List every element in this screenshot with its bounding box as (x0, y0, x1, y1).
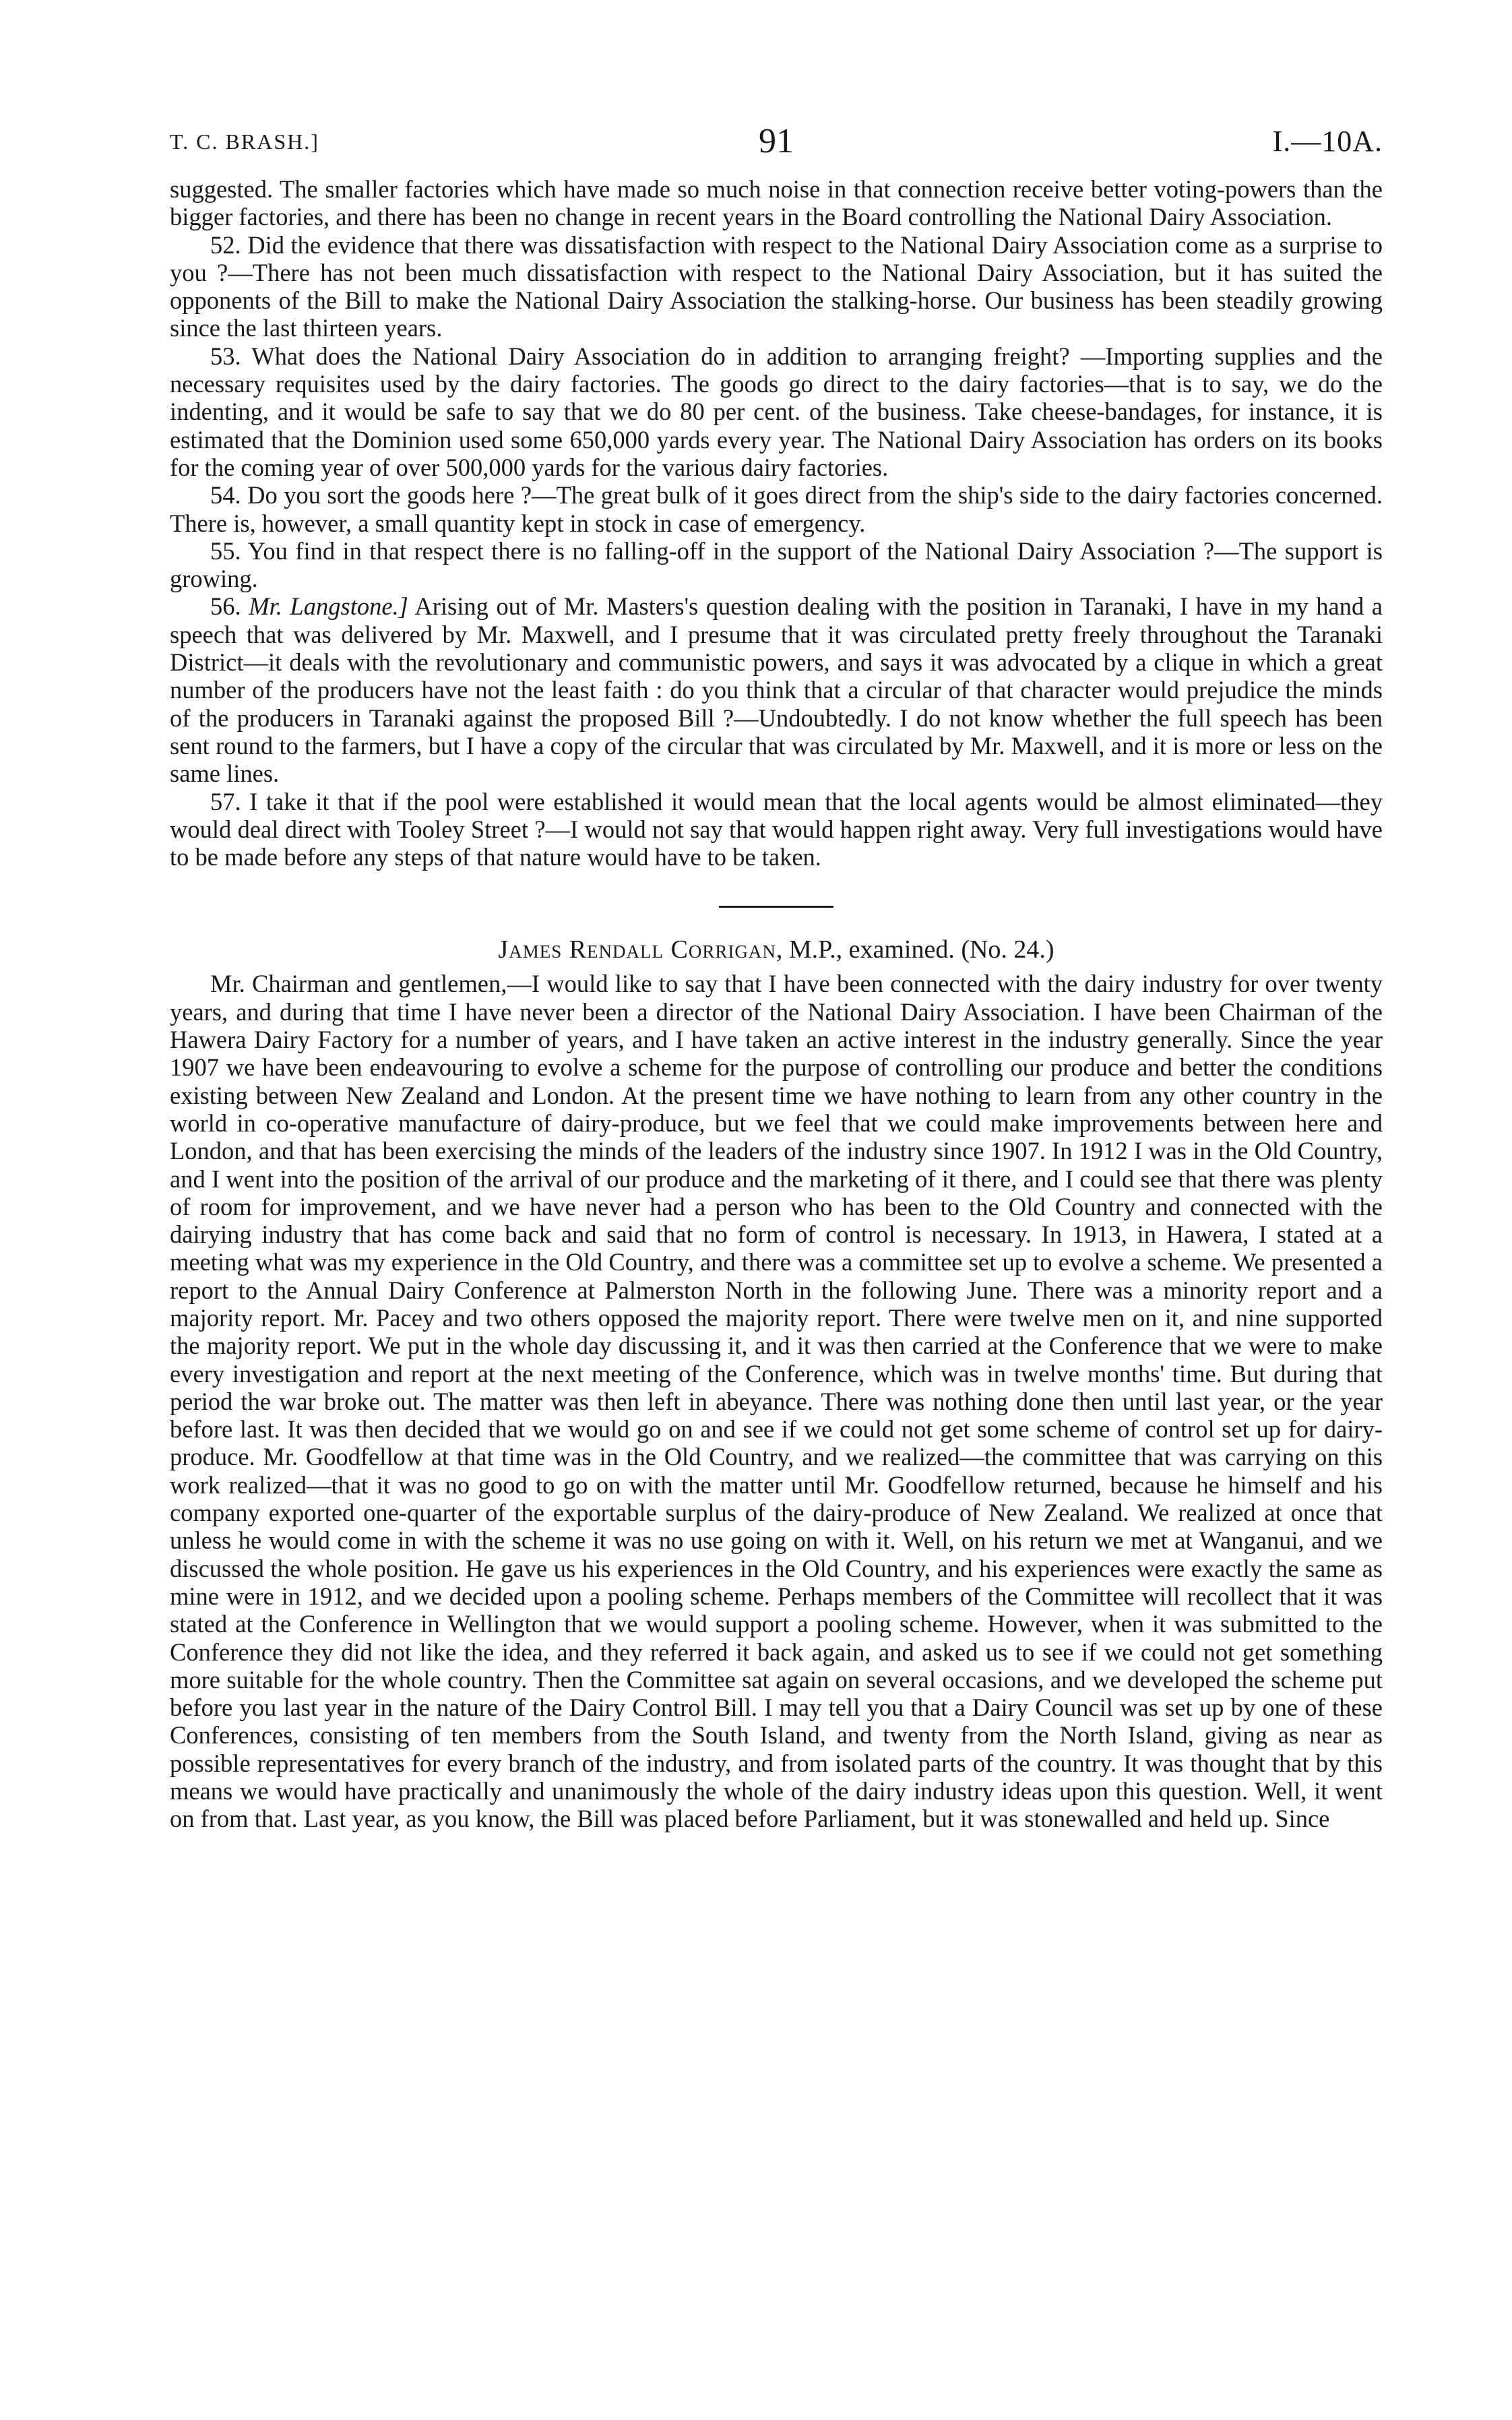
question-57: 57. I take it that if the pool were established it would mean that the local agents would be almost eliminated—they would deal direct with Tooley Street ?—I would not say that would happen right away. Very full investigations would have to be made before any steps of that nature would have to be taken. (170, 787, 1383, 871)
witness-statement: Mr. Chairman and gentlemen,—I would like to say that I have been connected with the dairy industry for over twenty years, and during that time I have never been a director of the National Dairy Association. I have been Chairman of the Hawera Dairy Factory for a number of years, and I have taken an active interest in the industry generally. Since the year 1907 we have been endeavouring to evolve a scheme for the purpose of controlling our produce and better the conditions existing between New Zealand and London. At the present time we have nothing to learn from any other country in the world in co-operative manufacture of dairy-produce, but we feel that we could make improvements between here and London, and that has been exercising the minds of the leaders of the industry since 1907. In 1912 I was in the Old Country, and I went into the position of the arrival of our produce and the marketing of it there, and I could see that there was plenty of room for improvement, and we have never had a person who has been to the Old Country and connected with the dairying industry that has come back and said that no form of control is necessary. In 1913, in Hawera, I stated at a meeting what was my experience in the Old Country, and there was a committee set up to evolve a scheme. We presented a report to the Annual Dairy Conference at Palmerston North in the following June. There was a minority report and a majority report. Mr. Pacey and two others opposed the majority report. There were twelve men on it, and nine supported the majority report. We put in the whole day discussing it, and it was then carried at the Conference that we were to make every investigation and report at the next meeting of the Conference, which was in twelve months' time. But during that period the war broke out. The matter was then left in abeyance. There was nothing done then until last year, or the year before last. It was then decided that we would go on and see if we could not get some scheme of control set up for dairy-produce. Mr. Goodfellow at that time was in the Old Country, and we realized—the committee that was carrying on this work realized—that it was no good to go on with the matter until Mr. Goodfellow returned, because he himself and his company exported one-quarter of the exportable surplus of the dairy-produce of New Zealand. We realized at once that unless he would come in with the scheme it was no use going on with it. Well, on his return we met at Wanganui, and we discussed the whole position. He gave us his experiences in the Old Country, and his experiences were exactly the same as mine were in 1912, and we decided upon a pooling scheme. Perhaps members of the Committee will recollect that it was stated at the Conference in Wellington that we would support a pooling scheme. However, when it was submitted to the Conference they did not like the idea, and they referred it back again, and asked us to see if we could not get something more suitable for the whole country. Then the Committee sat again on several occasions, and we developed the scheme put before you last year in the nature of the Dairy Control Bill. I may tell you that a Dairy Council was set up by one of these Conferences, consisting of ten members from the South Island, and twenty from the North Island, giving as near as possible representatives for every branch of the industry, and from isolated parts of the country. It was thought that by this means we would have practically and unanimously the whole of the dairy industry ideas upon this question. Well, it went on from that. Last year, as you know, the Bill was placed before Parliament, but it was stonewalled and held up. Since (170, 970, 1383, 1833)
header-witness-name: T. C. BRASH.] (170, 129, 319, 154)
document-page (170, 121, 1383, 1833)
witness-name: James Rendall Corrigan (498, 935, 776, 964)
page-number: 91 (759, 122, 794, 160)
examination-label: , M.P., examined. (No. 24.) (776, 935, 1054, 964)
page-header (170, 121, 1383, 175)
question-54: 54. Do you sort the goods here ?—The great bulk of it goes direct from the ship's side to the dairy factories concerned. There is, however, a small quantity kept in stock in case of emergency. (170, 481, 1383, 537)
question-56-text: Arising out of Mr. Masters's question dealing with the position in Taranaki, I have in my hand a speech that was delivered by Mr. Maxwell, and I presume that it was circulated pretty freely throughout the Taranaki District—it deals with the revolutionary and communistic powers, and says it was advocated by a clique in which a great number of the producers have not the least faith : do you think that a circular of that character would prejudice the minds of the producers in Taranaki against the proposed Bill ?—Undoubtedly. I do not know whether the full speech has been sent round to the farmers, but I have a copy of the circular that was circulated by Mr. Maxwell, and it is more or less on the same lines. (170, 592, 1383, 788)
question-53: 53. What does the National Dairy Association do in addition to arranging freight? —Importing supplies and the necessary requisites used by the dairy factories. The goods go direct to the dairy factories—that is to say, we do the indenting, and it would be safe to say that we do 80 per cent. of the business. Take cheese-bandages, for instance, it is estimated that the Dominion used some 650,000 yards every year. The National Dairy Association has orders on its books for the coming year of over 500,000 yards for the various dairy factories. (170, 342, 1383, 481)
question-56-speaker: Mr. Langstone.] (249, 592, 408, 621)
question-56 (170, 592, 1383, 787)
question-52: 52. Did the evidence that there was dissatisfaction with respect to the National Dairy Association come as a surprise to you ?—There has not been much dissatisfaction with respect to the National Dairy Association, but it has suited the opponents of the Bill to make the National Dairy Association the stalking-horse. Our business has been steadily growing since the last thirteen years. (170, 230, 1383, 342)
header-paper-reference: I.—10A. (1272, 125, 1383, 158)
question-56-number: 56. (210, 592, 241, 621)
question-55: 55. You find in that respect there is no falling-off in the support of the National Dairy Association ?—The support is growing. (170, 536, 1383, 593)
section-divider (719, 906, 833, 908)
section-heading (170, 935, 1383, 964)
paragraph-continuation: suggested. The smaller factories which have made so much noise in that connection receive better voting-powers than the bigger factories, and there has been no change in recent years in the Board controlling the National Dairy Association. (170, 175, 1383, 231)
